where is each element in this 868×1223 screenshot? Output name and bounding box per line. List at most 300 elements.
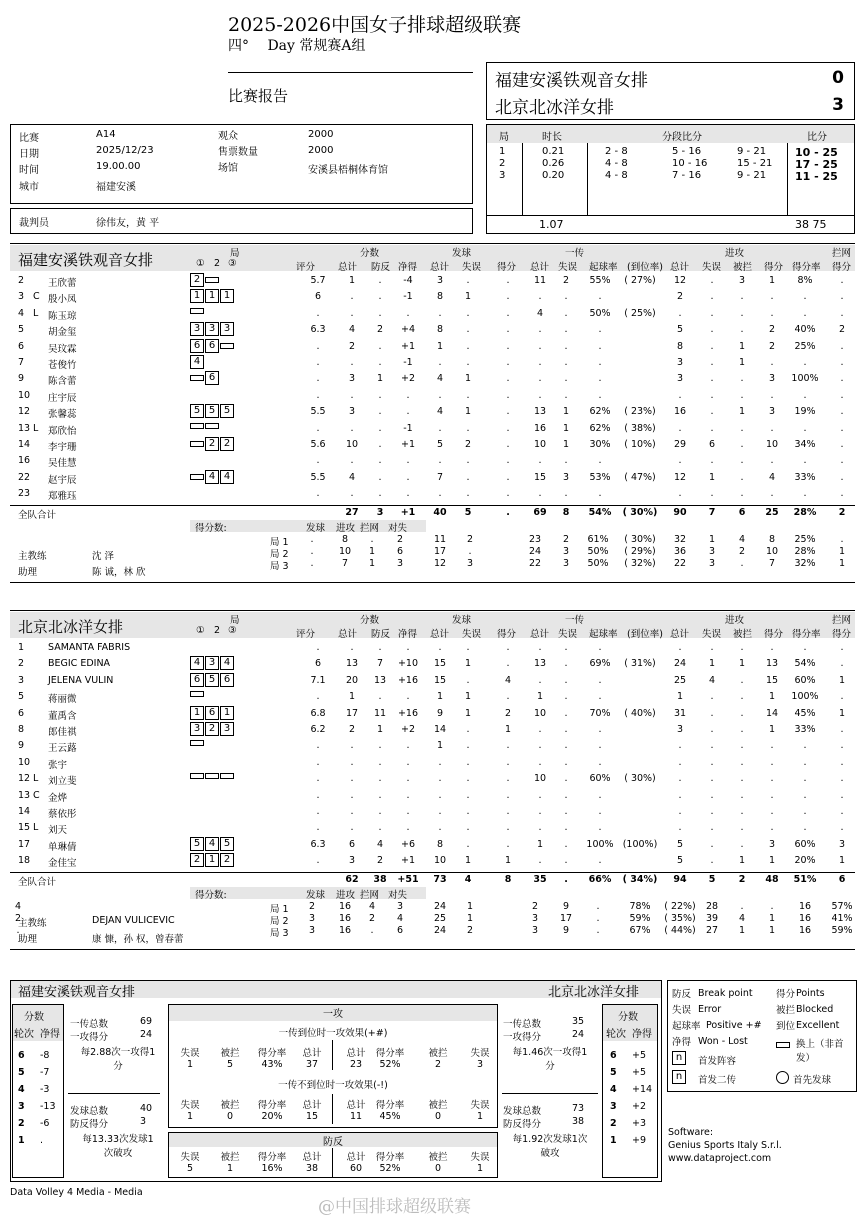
stat-cell: . — [538, 340, 542, 352]
stat-cell: 2 — [768, 324, 776, 336]
stat-cell: . — [350, 773, 354, 785]
stat-cell: 3 — [348, 373, 356, 385]
set-label: 局 3 — [270, 560, 289, 572]
stat-cell: . — [803, 806, 807, 817]
lineup-markers — [190, 421, 220, 432]
player-number: 12 — [18, 406, 31, 418]
stat-cell: . — [803, 357, 807, 368]
stat-cell: . — [506, 406, 510, 418]
player-number: 16 — [18, 455, 31, 467]
col-head: 得分率 — [792, 629, 821, 640]
stat-cell: . — [538, 389, 542, 401]
stat-value: 24 — [572, 1029, 585, 1040]
starter-box: 1 — [190, 706, 204, 720]
stat-cell: . — [840, 406, 844, 418]
stat-value: 0 — [226, 1111, 234, 1122]
stat-cell: . — [710, 724, 714, 735]
stat-cell: +10 — [397, 658, 419, 670]
footer: Data Volley 4 Media - Media — [10, 1187, 143, 1198]
stat-cell: 5.5 — [310, 406, 326, 418]
stat-cell: . — [564, 822, 568, 834]
stat-cell: ( 30%) — [624, 773, 656, 785]
stat-head: 总计 — [346, 1100, 366, 1111]
rot-num: 3 — [18, 1101, 25, 1112]
player-name: 金烨 — [48, 792, 68, 804]
set-stat: 1 — [466, 912, 474, 924]
set-stat: 3 — [308, 912, 316, 924]
player-number: 15 — [18, 822, 31, 834]
col-head: 总计 — [530, 262, 550, 273]
stat-cell: 1 — [348, 691, 356, 703]
lineup-markers — [190, 371, 220, 385]
rot-head: 净得 — [40, 1029, 60, 1040]
player-number: 6 — [18, 340, 25, 352]
match-date: 2025/12/23 — [96, 145, 154, 156]
stat-cell: . — [506, 642, 510, 653]
stat-cell: . — [466, 307, 470, 319]
total-cell: 2 — [738, 873, 746, 885]
col-head: 被拦 — [733, 262, 753, 273]
stat-cell: 1 — [464, 707, 472, 719]
stat-head: 得分率 — [257, 1152, 287, 1163]
player-role: C — [33, 789, 40, 801]
assistant-names: 陈 诚，林 欣 — [92, 566, 146, 578]
report-title: 2025-2026中国女子排球超级联赛 — [228, 14, 522, 36]
col-head: 局 — [230, 248, 240, 259]
rot-head: 分数 — [24, 1012, 44, 1023]
lineup-markers — [190, 289, 235, 303]
stat-cell: . — [678, 756, 682, 768]
player-name: 董禹含 — [48, 710, 77, 722]
rot-net: -6 — [40, 1118, 50, 1129]
stat-cell: 100% — [586, 838, 614, 850]
stat-cell: . — [538, 806, 542, 817]
starter-box: 3 — [205, 656, 219, 670]
col-head: 总计 — [430, 629, 450, 640]
stat-cell: . — [406, 406, 410, 418]
stat-cell: . — [770, 455, 774, 467]
set-stat: 50% — [587, 545, 609, 557]
set-stat: 2 — [466, 924, 474, 936]
total-cell: 40 — [433, 506, 447, 518]
set-cell: 7 - 16 — [672, 170, 702, 181]
coach-name: 沈 泽 — [92, 550, 115, 562]
stat-cell: . — [538, 822, 542, 834]
stat-cell: . — [598, 389, 602, 401]
set-score: 17 - 25 — [795, 158, 838, 171]
col-head: 失误 — [462, 629, 482, 640]
player-name: 张馨蕊 — [48, 409, 77, 421]
away-team-title: 北京北冰洋女排 — [18, 618, 124, 636]
set-stat: ( 32%) — [624, 557, 656, 569]
stat-cell: . — [378, 439, 382, 450]
stat-cell: . — [538, 291, 542, 303]
rot-num: 6 — [18, 1050, 25, 1061]
stat-note: 每13.33次发球1次破攻 — [82, 1134, 154, 1159]
stat-cell: . — [740, 471, 744, 483]
stat-cell: . — [378, 471, 382, 483]
set-stat: 22 — [528, 557, 542, 569]
legend-key: 被拦 — [776, 1005, 796, 1016]
stat-cell: . — [803, 773, 807, 785]
set-cell: 5 - 16 — [672, 146, 702, 157]
stat-cell: . — [678, 389, 682, 401]
stat-cell: . — [740, 756, 744, 768]
stat-cell: 40% — [794, 324, 816, 336]
stat-cell: +1 — [400, 855, 415, 867]
total-cell: ( 30%) — [622, 506, 658, 518]
col-head: 拦网 — [832, 615, 852, 626]
player-role: L — [33, 422, 39, 434]
stat-cell: . — [710, 789, 714, 801]
total-cell: 27 — [345, 506, 359, 518]
set-stat: 32 — [673, 533, 687, 545]
starter-box: 2 — [205, 722, 219, 736]
stat-cell: . — [438, 488, 442, 500]
stat-cell: 7.1 — [310, 674, 326, 686]
stat-cell: . — [740, 307, 744, 319]
set-stat: 3 — [396, 557, 404, 569]
stat-cell: 50% — [589, 307, 611, 319]
stat-cell: . — [378, 488, 382, 500]
stat-cell: ( 38%) — [624, 422, 656, 434]
set-stat: 1 — [768, 924, 776, 936]
stat-cell: . — [678, 422, 682, 434]
player-name: 郎佳祺 — [48, 727, 77, 738]
stat-cell: 4 — [768, 471, 776, 483]
stat-cell: 3 — [838, 838, 846, 850]
set-stat: 3 — [466, 557, 474, 569]
stat-cell: . — [538, 789, 542, 801]
stat-cell: . — [564, 740, 568, 752]
set-stat: ( 30%) — [624, 533, 656, 545]
stat-cell: . — [406, 307, 410, 319]
stat-cell: 5 — [676, 855, 684, 867]
stat-value: 15 — [305, 1111, 319, 1122]
set-stat: 3 — [531, 912, 539, 924]
stat-label: 一攻得分 — [503, 1032, 542, 1043]
starter-box: 4 — [190, 656, 204, 670]
col-head: 总计 — [530, 629, 550, 640]
set-stat: 25% — [794, 533, 816, 545]
stat-cell: . — [803, 740, 807, 752]
rot-num: 6 — [610, 1050, 617, 1061]
stat-value: 43% — [261, 1059, 283, 1070]
stat-cell: . — [350, 756, 354, 768]
stat-cell: 1 — [536, 838, 544, 850]
scoreboard — [486, 62, 855, 120]
info-label: 比赛 — [19, 133, 39, 144]
stat-cell: . — [316, 455, 320, 467]
player-name: 金佳宝 — [48, 858, 77, 870]
set-stat: 16 — [798, 924, 812, 936]
legend-value: 换上（非首发） — [796, 1039, 844, 1064]
stat-cell: 1 — [676, 691, 684, 703]
sub-marker — [190, 423, 204, 429]
software-vendor: Genius Sports Italy S.r.l. — [668, 1140, 782, 1151]
legend-value: 首发阵容 — [698, 1056, 737, 1067]
stat-cell: 8 — [436, 291, 444, 303]
lineup-markers — [190, 306, 205, 317]
stat-cell: . — [378, 822, 382, 834]
stat-label: 防反得分 — [70, 1119, 109, 1130]
starter-box: 2 — [190, 853, 204, 867]
stat-cell: 1 — [504, 855, 512, 867]
stat-cell: . — [316, 422, 320, 434]
player-number: 4 — [18, 307, 25, 319]
stat-cell: 2 — [838, 324, 846, 336]
stat-cell: . — [840, 756, 844, 768]
stat-cell: . — [316, 488, 320, 500]
stat-cell: . — [840, 740, 844, 752]
stat-cell: . — [316, 357, 320, 368]
starter-box: 1 — [190, 289, 204, 303]
set-label: 局 1 — [270, 536, 289, 548]
set-stat: 9 — [562, 924, 570, 936]
stat-head: 被拦 — [220, 1100, 240, 1111]
set-stat: 10 — [765, 545, 779, 557]
stat-cell: 1 — [562, 406, 570, 418]
setter-marker: n — [672, 1070, 686, 1084]
stat-cell: 1 — [348, 275, 356, 286]
stat-cell: . — [740, 691, 744, 703]
stat-value: 2 — [434, 1059, 442, 1070]
set-cell: 1 — [499, 146, 506, 157]
stat-cell: 9 — [436, 707, 444, 719]
home-team-name: 福建安溪铁观音女排 — [495, 71, 648, 91]
stat-cell: . — [538, 674, 542, 686]
stat-cell: . — [678, 488, 682, 500]
stat-cell: . — [770, 756, 774, 768]
set-stat: . — [840, 533, 844, 545]
stat-cell: . — [506, 324, 510, 336]
player-number: 2 — [18, 275, 25, 286]
stat-cell: . — [438, 307, 442, 319]
starter-box: 1 — [205, 289, 219, 303]
stat-cell: . — [316, 642, 320, 653]
stat-cell: . — [803, 488, 807, 500]
total-cell: 7 — [708, 506, 716, 518]
set-stat: 59% — [629, 912, 651, 924]
stat-cell: . — [710, 422, 714, 434]
lineup-markers — [190, 470, 235, 484]
sub-marker — [776, 1042, 790, 1048]
total-cell: ( 34%) — [622, 873, 658, 885]
stat-cell: . — [406, 822, 410, 834]
total-cell: 66% — [588, 873, 612, 885]
stat-cell: . — [538, 455, 542, 467]
home-team-title: 福建安溪铁观音女排 — [18, 251, 154, 269]
stat-cell: . — [350, 422, 354, 434]
set-stat: 1 — [838, 545, 846, 557]
stat-cell: . — [710, 373, 714, 385]
stat-head: 失误 — [470, 1152, 490, 1163]
set-stat: . — [16, 924, 20, 936]
legend — [667, 980, 857, 1092]
stat-cell: . — [466, 471, 470, 483]
stat-cell: 1 — [768, 691, 776, 703]
stat-cell: 5 — [436, 439, 444, 450]
stat-cell: . — [438, 455, 442, 467]
stat-cell: 5.6 — [310, 439, 326, 450]
stat-cell: 3 — [676, 373, 684, 385]
stat-cell: 8 — [436, 838, 444, 850]
stat-cell: . — [506, 275, 510, 286]
set-stat: . — [310, 533, 314, 545]
stat-cell: . — [564, 806, 568, 817]
set-stat: 8 — [341, 533, 349, 545]
stat-cell: 3 — [768, 406, 776, 418]
stat-cell: 3 — [436, 275, 444, 286]
set-stat: 11 — [433, 533, 447, 545]
stat-cell: 1 — [504, 724, 512, 735]
lineup-markers — [190, 837, 235, 851]
stat-cell: 60% — [794, 838, 816, 850]
stat-cell: 1 — [838, 674, 846, 686]
stat-cell: . — [506, 471, 510, 483]
set-stat: . — [596, 900, 600, 912]
total-cell: 2 — [838, 506, 846, 518]
stat-value: 38 — [305, 1163, 319, 1174]
stat-cell: 1 — [838, 855, 846, 867]
starter-box: 2 — [205, 437, 219, 451]
divider — [10, 610, 855, 611]
starter-box: 5 — [205, 404, 219, 418]
stat-cell: 6.8 — [310, 707, 326, 719]
stat-cell: . — [710, 773, 714, 785]
stat-cell: . — [564, 340, 568, 352]
stat-cell: +2 — [400, 724, 415, 735]
stat-cell: 54% — [794, 658, 816, 670]
rot-num: 1 — [610, 1135, 617, 1146]
starter-box: 6 — [190, 673, 204, 687]
stat-cell: 10 — [433, 855, 447, 867]
stat-cell: . — [564, 756, 568, 768]
stat-cell: . — [506, 307, 510, 319]
stat-cell: 1 — [562, 439, 570, 450]
total-cell: 69 — [533, 506, 547, 518]
stat-cell: . — [350, 291, 354, 303]
sub-marker — [190, 441, 204, 447]
stat-cell: . — [710, 642, 714, 653]
stat-cell: . — [770, 422, 774, 434]
stat-cell: . — [740, 789, 744, 801]
match-id: A14 — [96, 129, 116, 140]
pts-label: 得分数: — [195, 889, 227, 901]
set-stat: . — [310, 557, 314, 569]
stat-cell: . — [803, 455, 807, 467]
set-stat: 16 — [338, 900, 352, 912]
total-cell: 5 — [708, 873, 716, 885]
stat-cell: . — [406, 756, 410, 768]
stat-cell: 8 — [436, 324, 444, 336]
stat-head: 失误 — [180, 1100, 200, 1111]
player-name: 李宇珊 — [48, 442, 77, 453]
stat-cell: . — [316, 756, 320, 768]
stat-cell: 11 — [373, 707, 387, 719]
stat-head: 得分率 — [375, 1100, 405, 1111]
col-head: 分数 — [360, 248, 380, 259]
set-stat: 2 — [466, 533, 474, 545]
stat-head: 被拦 — [220, 1152, 240, 1163]
stat-cell: . — [466, 455, 470, 467]
legend-key: 失误 — [672, 1005, 692, 1016]
stat-cell: . — [466, 773, 470, 785]
player-role: L — [33, 773, 39, 785]
player-number: 9 — [18, 373, 25, 385]
player-name: 王云蕗 — [48, 743, 77, 755]
legend-value: Excellent — [796, 1020, 840, 1031]
player-name: 吴玟霖 — [48, 343, 77, 355]
report-subtitle: 四° Day 常规赛A组 — [228, 38, 366, 54]
pts-head: 发球 — [306, 522, 326, 534]
lineup-markers — [190, 853, 235, 867]
stat-cell: . — [316, 789, 320, 801]
col-head: 总计 — [338, 262, 358, 273]
stat-head: 总计 — [302, 1100, 322, 1111]
total-cell: 90 — [673, 506, 687, 518]
stat-cell: . — [378, 806, 382, 817]
stat-cell: . — [564, 707, 568, 719]
total-cell: 28% — [793, 506, 817, 518]
stat-cell: . — [538, 373, 542, 385]
stat-cell: +6 — [400, 838, 415, 850]
set-stat: 1 — [738, 924, 746, 936]
stat-cell: . — [840, 724, 844, 735]
total-cell: 6 — [838, 873, 846, 885]
stat-cell: -1 — [403, 422, 413, 434]
set-stat: 24 — [433, 900, 447, 912]
stat-value: 20% — [261, 1111, 283, 1122]
stat-cell: . — [678, 307, 682, 319]
set-stat: 57% — [831, 900, 853, 912]
set-label: 局 2 — [270, 548, 289, 560]
stat-cell: 1 — [708, 471, 716, 483]
stat-cell: 2 — [562, 275, 570, 286]
set-stat: 61% — [587, 533, 609, 545]
total-cell: 35 — [533, 873, 547, 885]
stat-cell: . — [378, 389, 382, 401]
stat-cell: . — [378, 357, 382, 368]
stat-cell: . — [350, 455, 354, 467]
stat-value: 1 — [476, 1111, 484, 1122]
stat-cell: . — [564, 642, 568, 653]
info-label: 裁判员 — [19, 218, 49, 229]
stat-cell: . — [506, 455, 510, 467]
stat-cell: 5 — [676, 324, 684, 336]
stat-head: 总计 — [346, 1152, 366, 1163]
stat-cell: . — [770, 488, 774, 500]
col-head: 进攻 — [725, 615, 745, 626]
stat-cell: 60% — [589, 773, 611, 785]
stat-cell: . — [378, 691, 382, 703]
stat-cell: . — [840, 291, 844, 303]
stat-cell: . — [316, 855, 320, 867]
stat-cell: . — [710, 488, 714, 500]
assistant-label: 助理 — [18, 566, 38, 578]
stat-cell: . — [803, 822, 807, 834]
stat-cell: . — [840, 357, 844, 368]
stat-cell: 62% — [589, 422, 611, 434]
col-head: 总计 — [670, 629, 690, 640]
set-label: 局 1 — [270, 903, 289, 915]
stat-cell: 14 — [433, 724, 447, 735]
stat-cell: . — [840, 439, 844, 450]
info-label: 观众 — [218, 131, 238, 142]
stat-cell: . — [598, 822, 602, 834]
stat-cell: . — [466, 838, 470, 850]
stat-cell: 12 — [673, 471, 687, 483]
